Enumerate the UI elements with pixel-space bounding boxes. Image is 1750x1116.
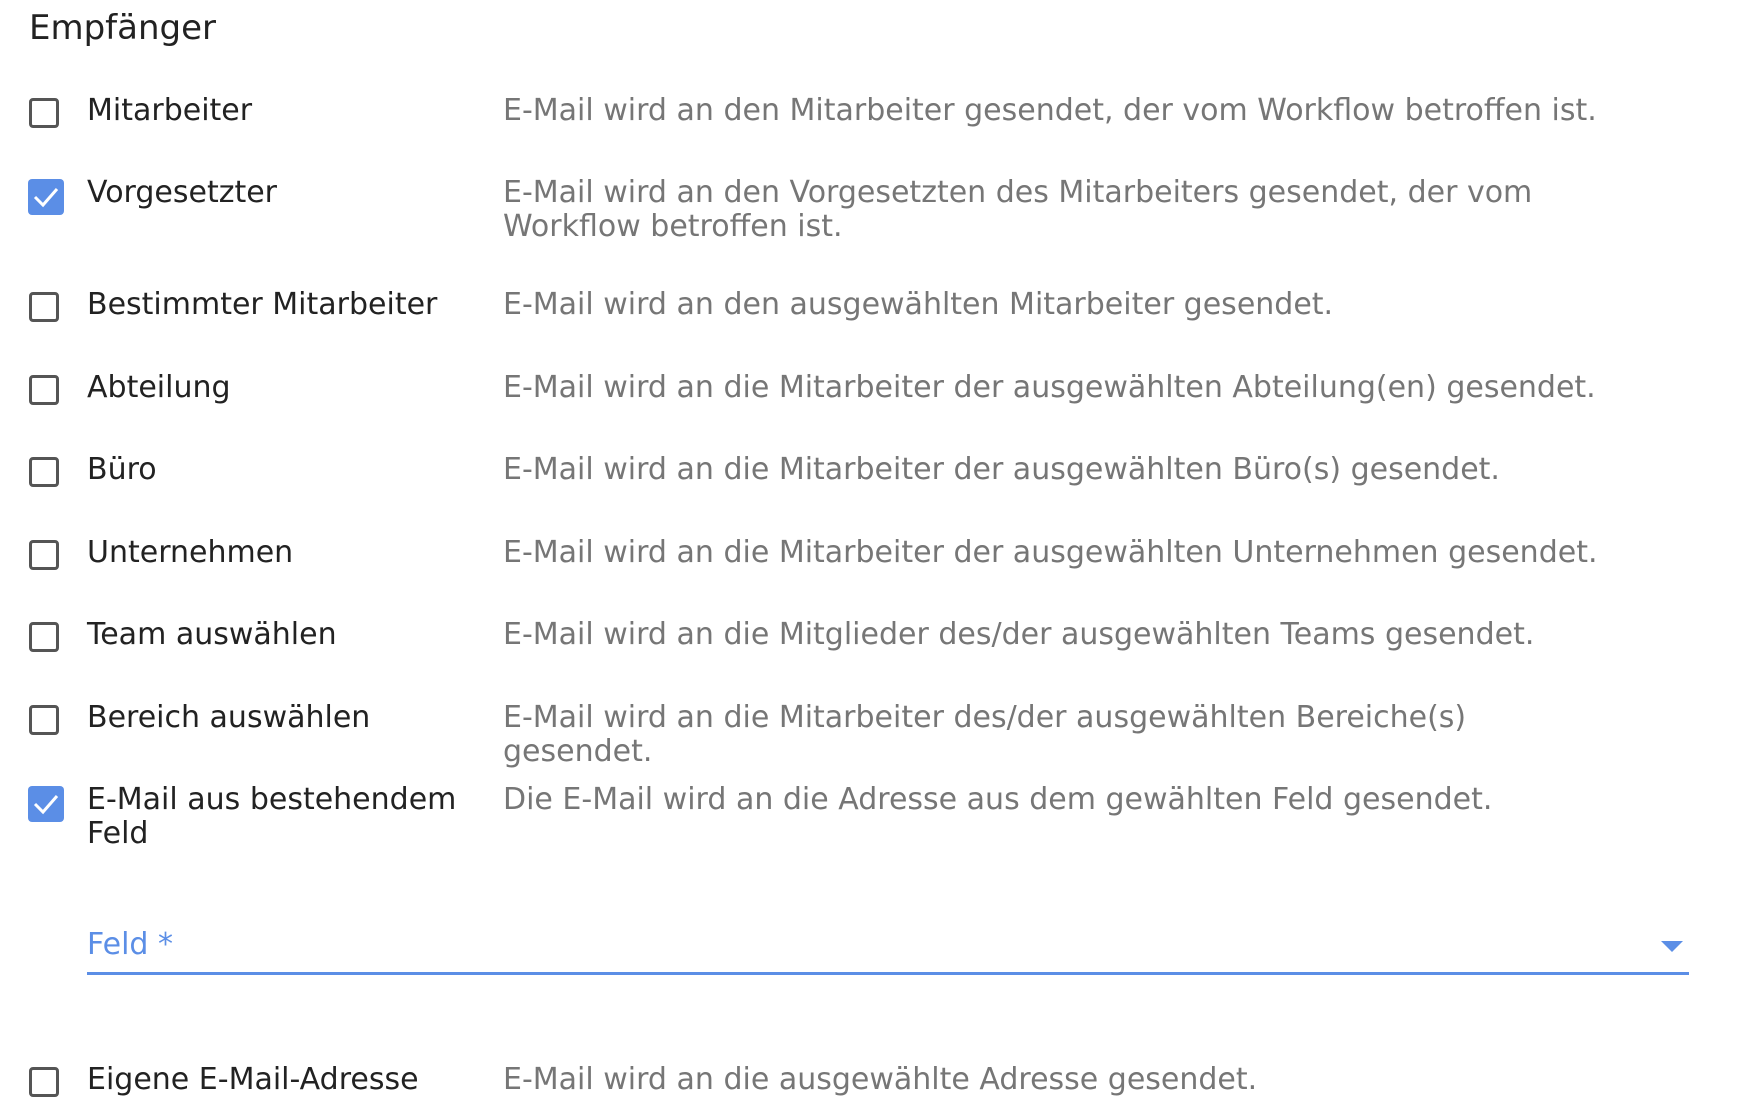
checkbox-bereich[interactable]	[29, 705, 59, 735]
option-description: E-Mail wird an die Mitglieder des/der ausgewählten Teams gesendet.	[503, 617, 1535, 652]
option-description: E-Mail wird an den Mitarbeiter gesendet, der vom Workflow betroffen ist.	[503, 93, 1597, 128]
option-description: E-Mail wird an die Mitarbeiter der ausgewählten Abteilung(en) gesendet.	[503, 370, 1596, 405]
checkbox-abteilung[interactable]	[29, 375, 59, 405]
option-label[interactable]: Bestimmter Mitarbeiter	[87, 287, 438, 322]
checkbox-buero[interactable]	[29, 457, 59, 487]
option-label[interactable]: E-Mail aus bestehendem Feld	[87, 782, 457, 851]
checkmark-icon	[32, 791, 60, 817]
option-description: E-Mail wird an den Vorgesetzten des Mitarbeiters gesendet, der vom Workflow betroffen ist.	[503, 175, 1533, 244]
option-description: E-Mail wird an die Mitarbeiter des/der ausgewählten Bereiche(s) gesendet.	[503, 700, 1467, 769]
checkbox-unternehmen[interactable]	[29, 540, 59, 570]
feld-select[interactable]	[87, 920, 1689, 975]
option-label[interactable]: Unternehmen	[87, 535, 294, 570]
option-label[interactable]: Team auswählen	[87, 617, 337, 652]
checkbox-eigene-email[interactable]	[29, 1067, 59, 1097]
option-label[interactable]: Bereich auswählen	[87, 700, 371, 735]
option-label[interactable]: Vorgesetzter	[87, 175, 278, 210]
checkbox-email-aus-feld[interactable]	[28, 786, 64, 822]
feld-select-label: Feld *	[87, 927, 173, 962]
option-description: E-Mail wird an die Mitarbeiter der ausgewählten Unternehmen gesendet.	[503, 535, 1598, 570]
checkbox-mitarbeiter[interactable]	[29, 98, 59, 128]
dropdown-arrow-icon[interactable]	[1661, 941, 1683, 952]
section-title: Empfänger	[29, 8, 217, 48]
checkmark-icon	[32, 184, 60, 210]
option-description: Die E-Mail wird an die Adresse aus dem gewählten Feld gesendet.	[503, 782, 1493, 817]
checkbox-bestimmter-mitarbeiter[interactable]	[29, 292, 59, 322]
option-label[interactable]: Abteilung	[87, 370, 231, 405]
option-label[interactable]: Mitarbeiter	[87, 93, 253, 128]
option-label[interactable]: Büro	[87, 452, 157, 487]
checkbox-vorgesetzter[interactable]	[28, 179, 64, 215]
option-description: E-Mail wird an die ausgewählte Adresse gesendet.	[503, 1062, 1258, 1097]
checkbox-team[interactable]	[29, 622, 59, 652]
option-description: E-Mail wird an die Mitarbeiter der ausgewählten Büro(s) gesendet.	[503, 452, 1500, 487]
option-label[interactable]: Eigene E-Mail-Adresse	[87, 1062, 419, 1097]
option-description: E-Mail wird an den ausgewählten Mitarbeiter gesendet.	[503, 287, 1334, 322]
